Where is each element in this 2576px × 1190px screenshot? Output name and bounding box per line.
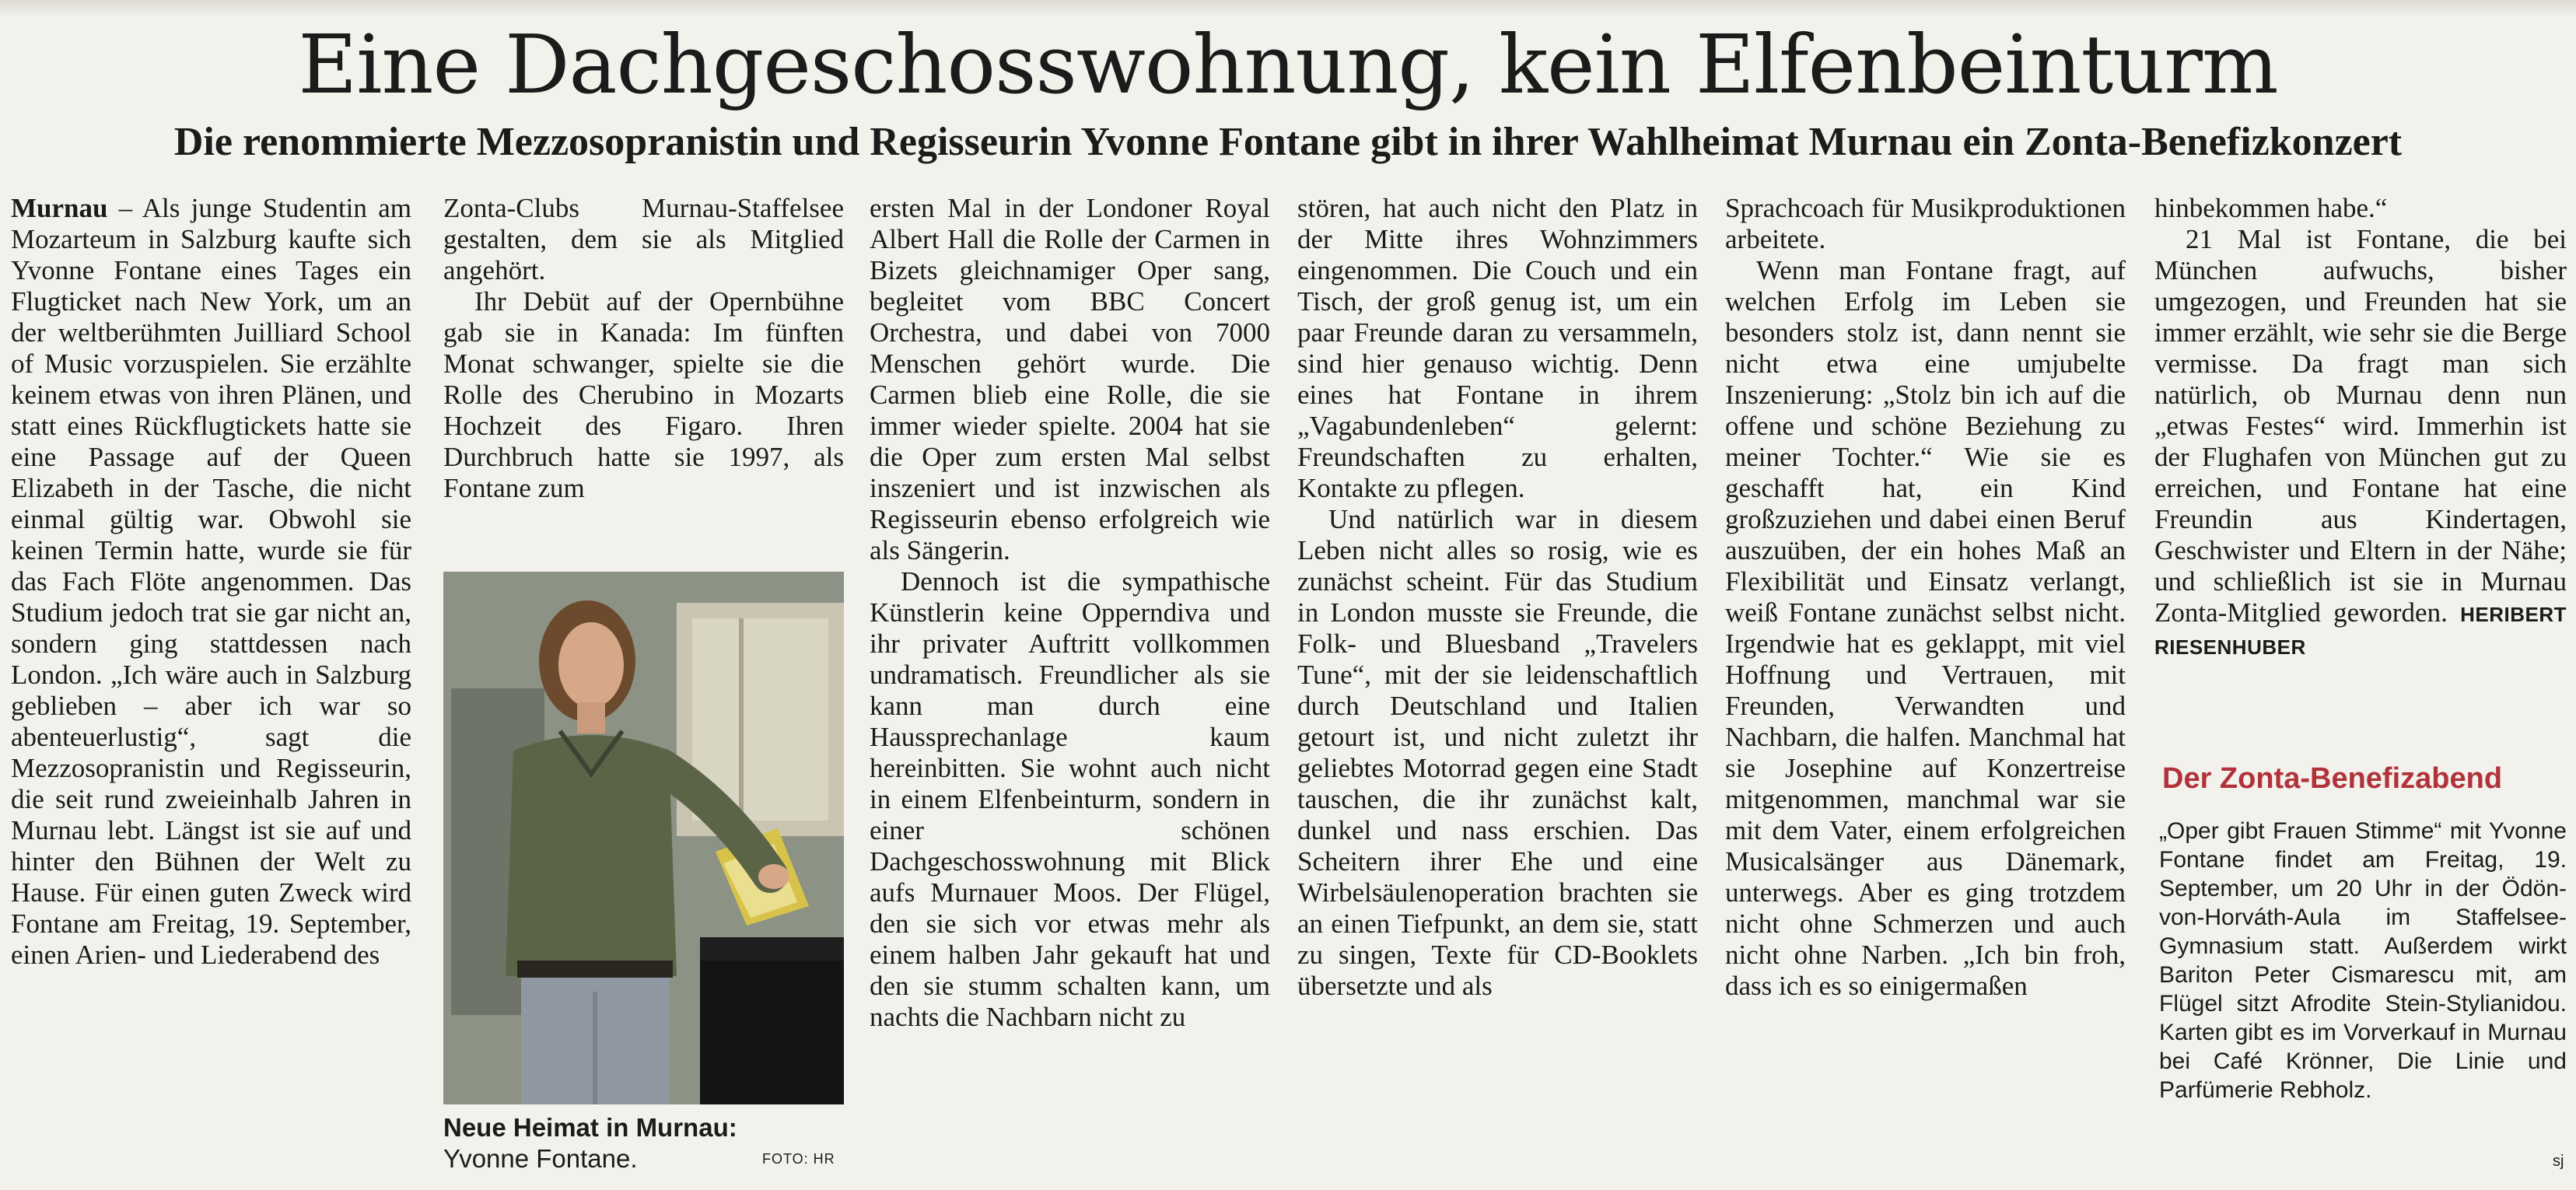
- article-column-2: [443, 193, 844, 527]
- infobox-title: Der Zonta-Benefizabend: [2162, 762, 2503, 795]
- article-column-1: [11, 193, 411, 1181]
- column-2-paragraph-1: Zonta-Clubs Murnau-Staffelsee gestalten, dem sie als Mitglied angehört.: [443, 193, 844, 285]
- infobox-signature: sj: [2553, 1153, 2564, 1170]
- photo-caption-bold: Neue Heimat in Murnau:: [443, 1113, 737, 1142]
- photo-credit: FOTO: HR: [762, 1151, 835, 1167]
- column-4-paragraph-2: Und natürlich war in diesem Leben nicht alles so rosig, wie es zunächst scheint. Für das Studium in London musste sie Freunde, die Folk- und Bluesband „Travelers Tune“, mit der sie leidenschaftlich durch Deutschland und Italien getourt ist, und nicht zuletzt ihr geliebtes Motorrad gegen eine Stadt tauschen, die ihr zunächst kalt, dunkel und nass erschien. Das Scheitern ihrer Ehe und eine Wirbelsäulenoperation brachten sie an einen Tiefpunkt, an dem sie, statt zu singen, Texte für CD-Booklets übersetzte und als: [1297, 504, 1698, 1001]
- column-4-paragraph-1: stören, hat auch nicht den Platz in der Mitte ihres Wohnzimmers eingenommen. Die Couch und ein Tisch, der groß genug ist, um ein paar Freunde daran zu versammeln, sind hier genauso wichtig. Denn eines hat Fontane in ihrem „Vagabundenleben“ gelernt: Freundschaften zu erhalten, Kontakte zu pflegen.: [1297, 193, 1698, 503]
- article-headline: Eine Dachgeschosswohnung, kein Elfenbeinturm: [298, 17, 2278, 112]
- article-column-4: [1297, 193, 1698, 1181]
- infobox-body: „Oper gibt Frauen Stimme“ mit Yvonne Fontane findet am Freitag, 19. September, um 20 Uhr in der Ödön-von-Horváth-Aula im Staffelsee-Gymnasium statt. Außerdem wirkt Bariton Peter Cismarescu mit, am Flügel sitzt Afrodite Stein-Stylianidou. Karten gibt es im Vorverkauf in Murnau bei Café Krönner, Die Linie und Parfümerie Rebholz.: [2159, 818, 2567, 1103]
- column-6-paragraph-2: 21 Mal ist Fontane, die bei München aufwuchs, bisher umgezogen, und Freunden hat sie immer erzählt, wie sehr sie die Berge vermisse. Da fragt man sich natürlich, ob Murnau denn nun „etwas Festes“ wird. Immerhin ist der Flughafen von München gut zu erreichen, und Fontane hat eine Freundin aus Kindertagen, Geschwister und Eltern in der Nähe; und schließlich ist sie in Murnau Zonta-Mitglied geworden.: [2154, 224, 2567, 628]
- author-byline: HERIBERT RIESENHUBER: [2154, 603, 2567, 659]
- photo-caption-text: Yvonne Fontane.: [443, 1144, 638, 1173]
- column-6-paragraph-1: hinbekommen habe.“: [2154, 193, 2388, 223]
- article-column-6: [2154, 193, 2567, 737]
- column-5-paragraph-2: Wenn man Fontane fragt, auf welchen Erfolg im Leben sie besonders stolz ist, dann nennt sie nicht etwa eine umjubelte Inszenierung: „Stolz bin ich auf die offene und schöne Beziehung zu meiner Tochter.“ Wie sie es geschafft hat, ein Kind großzuziehen und dabei einen Beruf auszuüben, der ein hohes Maß an Flexibilität und Einsatz verlangt, weiß Fontane zunächst selbst nicht. Irgendwie hat es geklappt, mit viel Hoffnung und Vertrauen, mit Freunden, Verwandten und Nachbarn, die halfen. Manchmal hat sie Josephine auf Konzertreise mitgenommen, manchmal war sie mit dem Vater, einem erfolgreichen Musicalsänger aus Dänemark, unterwegs. Aber es ging trotzdem nicht ohne Schmerzen und auch nicht ohne Narben. „Ich bin froh, dass ich es so einigermaßen: [1725, 255, 2126, 1001]
- article-column-3: [870, 193, 1270, 1181]
- column-3-paragraph-1: ersten Mal in der Londoner Royal Albert Hall die Rolle der Carmen in Bizets gleichnamiger Oper sang, begleitet vom BBC Concert Orchestra, und dabei von 7000 Menschen gehört wurde. Die Carmen blieb eine Rolle, die sie immer wieder spielte. 2004 hat sie die Oper zum ersten Mal selbst inszeniert und ist inzwischen als Regisseurin ebenso erfolgreich wie als Sängerin.: [870, 193, 1270, 565]
- column-5-paragraph-1: Sprachcoach für Musikproduktionen arbeitete.: [1725, 193, 2126, 254]
- column-3-paragraph-2: Dennoch ist die sympathische Künstlerin keine Opperndiva und ihr privater Auftritt vollkommen undramatisch. Freundlicher als sie kann man durch eine Haussprechanlage kaum hereinbitten. Sie wohnt auch nicht in einem Elfenbeinturm, sondern in einer schönen Dachgeschosswohnung mit Blick aufs Murnauer Moos. Der Flügel, den sie sich vor etwas mehr als einem halben Jahr gekauft hat und den sie stumm schalten kann, um nachts die Nachbarn nicht zu: [870, 566, 1270, 1032]
- article-column-5: [1725, 193, 2126, 1181]
- dateline: Murnau: [11, 193, 108, 223]
- portrait-illustration: [443, 572, 844, 1104]
- portrait-photo: [443, 572, 844, 1104]
- column-1-paragraph-1: – Als junge Studentin am Mozarteum in Salzburg kaufte sich Yvonne Fontane eines Tages ein Flugticket nach New York, um an der weltberühmten Juilliard School of Music vorzuspielen. Sie erzählte keinem etwas von ihren Plänen, und statt eines Rückflugtickets hatte sie eine Passage auf der Queen Elizabeth in der Tasche, die nicht einmal gültig war. Obwohl sie keinen Termin hatte, wurde sie für das Fach Flöte angenommen. Das Studium jedoch trat sie gar nicht an, sondern ging stattdessen nach London. „Ich wäre auch in Salzburg geblieben – aber ich war so abenteuerlustig“, sagt die Mezzosopranistin und Regisseurin, die seit rund zweieinhalb Jahren in Murnau lebt. Längst ist sie auf und hinter den Bühnen der Welt zu Hause. Für einen guten Zweck wird Fontane am Freitag, 19. September, einen Arien- und Liederabend des: [11, 193, 411, 970]
- column-2-paragraph-2: Ihr Debüt auf der Opernbühne gab sie in Kanada: Im fünften Monat schwanger, spielte sie die Rolle des Cherubino in Mozarts Hochzeit des Figaro. Ihren Durchbruch hatte sie 1997, als Fontane zum: [443, 286, 844, 503]
- article-subheadline: Die renommierte Mezzosopranistin und Regisseurin Yvonne Fontane gibt in ihrer Wahlheimat Murnau ein Zonta-Benefizkonzert: [173, 120, 2403, 164]
